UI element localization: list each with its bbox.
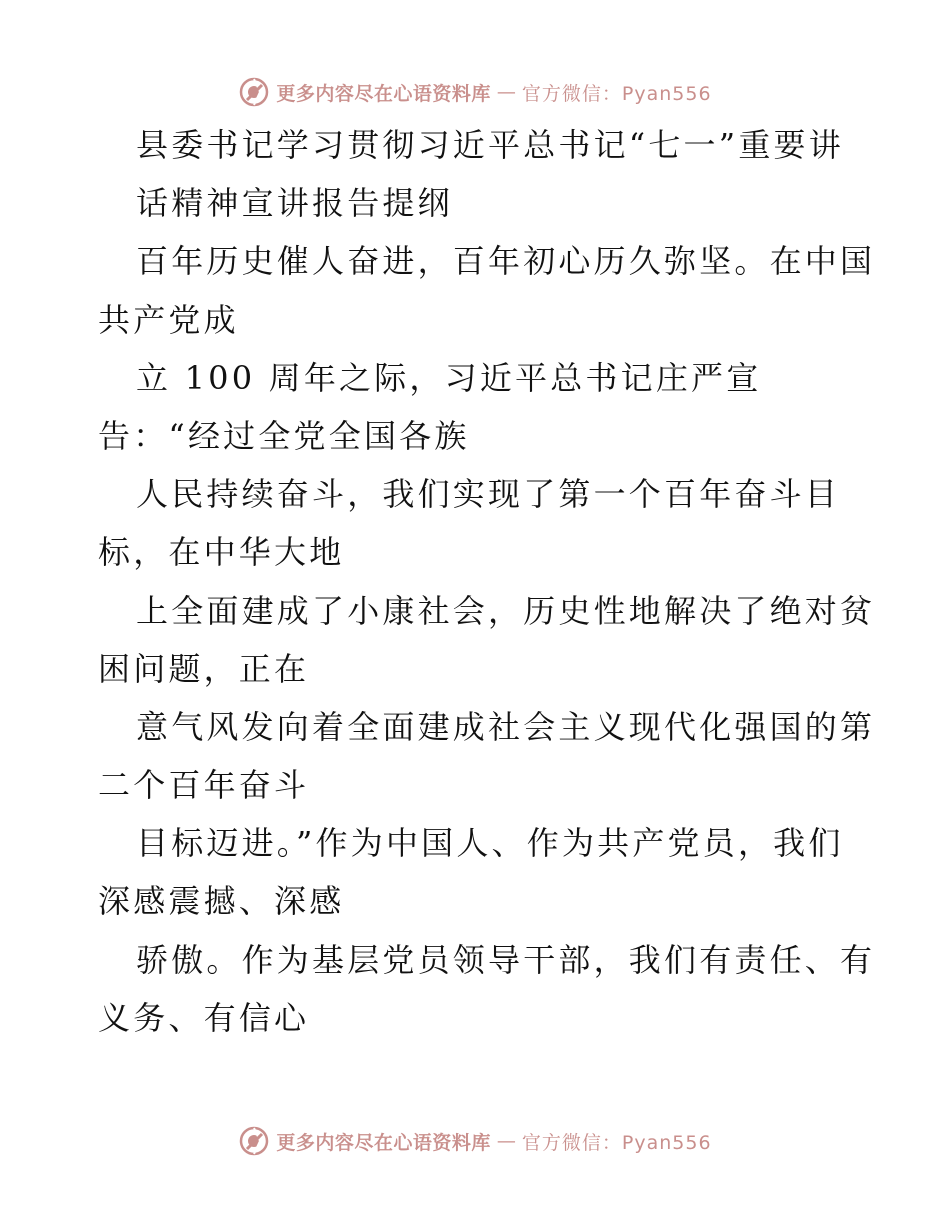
text-line: 意气风发向着全面建成社会主义现代化强国的第: [136, 707, 876, 746]
watermark-contact: 官方微信：Pyan556: [521, 82, 712, 105]
watermark-contact: 官方微信：Pyan556: [521, 1131, 712, 1154]
text-line: 义务、有信心: [98, 998, 310, 1037]
text-line: 目标迈进。”作为中国人、作为共产党员，我们: [136, 824, 844, 863]
watermark-title: 更多内容尽在心语资料库: [276, 1131, 491, 1154]
text-line: 告：“经过全党全国各族: [98, 416, 470, 455]
pen-nib-circle-icon: [238, 76, 270, 108]
document-body: [98, 116, 876, 1047]
text-line: 共产党成: [98, 300, 239, 339]
text-line: 二个百年奋斗: [98, 766, 310, 805]
text-line: 标，在中华大地: [98, 533, 345, 572]
text-line: 深感震撼、深感: [98, 882, 345, 921]
pen-nib-circle-icon: [238, 1125, 270, 1157]
text-line: 人民持续奋斗，我们实现了第一个百年奋斗目: [136, 475, 841, 514]
text-line: 百年历史催人奋进，百年初心历久弥坚。在中国: [136, 242, 876, 281]
text-line: 骄傲。作为基层党员领导干部，我们有责任、有: [136, 940, 876, 979]
text-line: 上全面建成了小康社会，历史性地解决了绝对贫: [136, 591, 876, 630]
text-line: 话精神宣讲报告提纲: [136, 184, 453, 223]
footer-watermark: [0, 1121, 950, 1161]
header-watermark: [0, 72, 950, 112]
watermark-dash: —: [496, 1130, 516, 1152]
text-line: 立 100 周年之际，习近平总书记庄严宣: [136, 358, 762, 397]
watermark-dash: —: [496, 81, 516, 103]
text-line: 困问题，正在: [98, 649, 310, 688]
watermark-title: 更多内容尽在心语资料库: [276, 82, 491, 105]
text-line: 县委书记学习贯彻习近平总书记“七一”重要讲: [136, 126, 844, 164]
